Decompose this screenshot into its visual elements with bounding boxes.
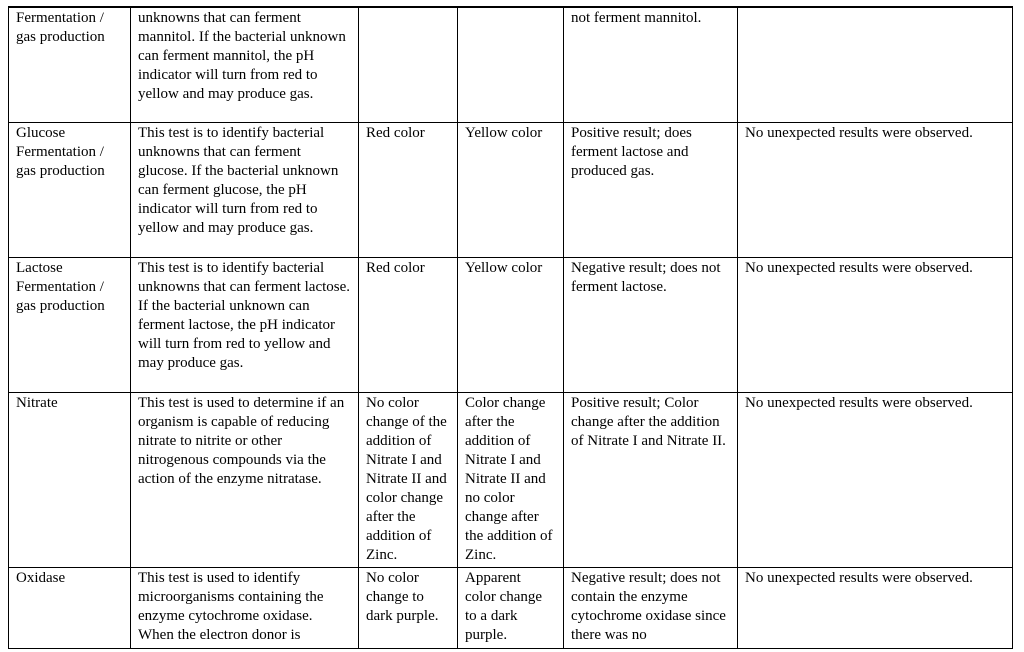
cell-negative-result: Red color <box>359 123 458 258</box>
cell-description: This test is used to identify microorganisms containing the enzyme cytochrome oxidase. When the electron donor is <box>131 568 359 649</box>
cell-description: This test is to identify bacterial unknowns that can ferment lactose. If the bacterial unknown can ferment lactose, the pH indicator will turn from red to yellow and may produce gas. <box>131 258 359 393</box>
cell-test: Nitrate <box>9 393 131 568</box>
cell-positive-result: Color change after the addition of Nitrate I and Nitrate II and no color change after the addition of Zinc. <box>458 393 564 568</box>
cell-result: not ferment mannitol. <box>564 7 738 123</box>
cell-unexpected-results: No unexpected results were observed. <box>738 568 1013 649</box>
table-row <box>9 393 1013 568</box>
cell-description: This test is used to determine if an organism is capable of reducing nitrate to nitrite or other nitrogenous compounds via the action of the enzyme nitratase. <box>131 393 359 568</box>
cell-test: Glucose Fermentation / gas production <box>9 123 131 258</box>
cell-positive-result <box>458 7 564 123</box>
cell-description: This test is to identify bacterial unknowns that can ferment glucose. If the bacterial unknown can ferment glucose, the pH indicator will turn from red to yellow and may produce gas. <box>131 123 359 258</box>
table-row <box>9 7 1013 123</box>
cell-description: unknowns that can ferment mannitol. If the bacterial unknown can ferment mannitol, the pH indicator will turn from red to yellow and may produce gas. <box>131 7 359 123</box>
cell-positive-result: Apparent color change to a dark purple. <box>458 568 564 649</box>
cell-result: Positive result; Color change after the addition of Nitrate I and Nitrate II. <box>564 393 738 568</box>
cell-result: Negative result; does not contain the enzyme cytochrome oxidase since there was no <box>564 568 738 649</box>
cell-positive-result: Yellow color <box>458 258 564 393</box>
cell-negative-result: Red color <box>359 258 458 393</box>
cell-test: Oxidase <box>9 568 131 649</box>
cell-result: Positive result; does ferment lactose and produced gas. <box>564 123 738 258</box>
cell-positive-result: Yellow color <box>458 123 564 258</box>
cell-unexpected-results: No unexpected results were observed. <box>738 258 1013 393</box>
cell-unexpected-results: No unexpected results were observed. <box>738 123 1013 258</box>
cell-negative-result: No color change of the addition of Nitrate I and Nitrate II and color change after the addition of Zinc. <box>359 393 458 568</box>
cell-test: Lactose Fermentation / gas production <box>9 258 131 393</box>
cell-result: Negative result; does not ferment lactose. <box>564 258 738 393</box>
cell-negative-result: No color change to dark purple. <box>359 568 458 649</box>
cell-unexpected-results <box>738 7 1013 123</box>
cell-unexpected-results: No unexpected results were observed. <box>738 393 1013 568</box>
lab-tests-table <box>8 6 1013 649</box>
table-row <box>9 568 1013 649</box>
cell-negative-result <box>359 7 458 123</box>
table-row <box>9 123 1013 258</box>
cell-test: Fermentation / gas production <box>9 7 131 123</box>
table-row <box>9 258 1013 393</box>
